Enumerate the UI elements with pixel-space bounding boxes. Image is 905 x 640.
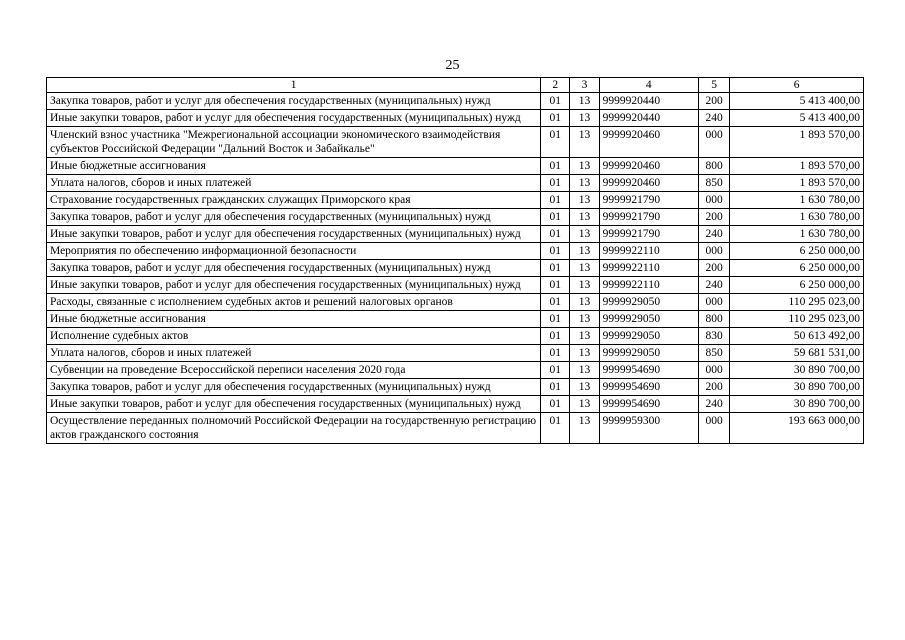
expense-type-cell: 830 [698, 328, 729, 345]
amount-cell: 30 890 700,00 [730, 362, 864, 379]
target-article-cell: 9999954690 [599, 362, 698, 379]
subsection-code-cell: 13 [570, 158, 599, 175]
expense-name-cell: Иные бюджетные ассигнования [47, 311, 541, 328]
table-row [47, 328, 864, 345]
expense-name-cell: Расходы, связанные с исполнением судебных актов и решений налоговых органов [47, 294, 541, 311]
target-article-cell: 9999929050 [599, 328, 698, 345]
target-article-cell: 9999920460 [599, 175, 698, 192]
table-row [47, 277, 864, 294]
expense-name-cell: Закупка товаров, работ и услуг для обеспечения государственных (муниципальных) нужд [47, 260, 541, 277]
expense-name-cell: Закупка товаров, работ и услуг для обеспечения государственных (муниципальных) нужд [47, 93, 541, 110]
column-header: 1 [47, 78, 541, 93]
amount-cell: 30 890 700,00 [730, 396, 864, 413]
expense-name-cell: Страхование государственных гражданских служащих Приморского края [47, 192, 541, 209]
amount-cell: 110 295 023,00 [730, 311, 864, 328]
section-code-cell: 01 [541, 260, 570, 277]
expense-name-cell: Иные закупки товаров, работ и услуг для обеспечения государственных (муниципальных) нужд [47, 277, 541, 294]
target-article-cell: 9999922110 [599, 277, 698, 294]
amount-cell: 1 630 780,00 [730, 209, 864, 226]
target-article-cell: 9999921790 [599, 192, 698, 209]
expense-type-cell: 000 [698, 362, 729, 379]
table-row [47, 192, 864, 209]
section-code-cell: 01 [541, 243, 570, 260]
expense-name-cell: Иные бюджетные ассигнования [47, 158, 541, 175]
expense-type-cell: 800 [698, 311, 729, 328]
section-code-cell: 01 [541, 127, 570, 158]
expense-name-cell: Членский взнос участника "Межрегиональной ассоциации экономического взаимодействия субъектов Российской Федерации "Дальний Восток и Забайкалье" [47, 127, 541, 158]
table-row [47, 311, 864, 328]
expense-type-cell: 000 [698, 413, 729, 444]
amount-cell: 1 630 780,00 [730, 226, 864, 243]
section-code-cell: 01 [541, 362, 570, 379]
subsection-code-cell: 13 [570, 243, 599, 260]
subsection-code-cell: 13 [570, 396, 599, 413]
table-body [47, 93, 864, 444]
subsection-code-cell: 13 [570, 93, 599, 110]
target-article-cell: 9999929050 [599, 294, 698, 311]
section-code-cell: 01 [541, 345, 570, 362]
subsection-code-cell: 13 [570, 127, 599, 158]
target-article-cell: 9999959300 [599, 413, 698, 444]
section-code-cell: 01 [541, 93, 570, 110]
target-article-cell: 9999922110 [599, 260, 698, 277]
amount-cell: 6 250 000,00 [730, 243, 864, 260]
table-row [47, 362, 864, 379]
expense-name-cell: Иные закупки товаров, работ и услуг для обеспечения государственных (муниципальных) нужд [47, 226, 541, 243]
table-row [47, 260, 864, 277]
budget-table [46, 77, 864, 444]
subsection-code-cell: 13 [570, 413, 599, 444]
column-header: 4 [599, 78, 698, 93]
subsection-code-cell: 13 [570, 192, 599, 209]
subsection-code-cell: 13 [570, 362, 599, 379]
expense-type-cell: 200 [698, 93, 729, 110]
subsection-code-cell: 13 [570, 345, 599, 362]
amount-cell: 1 893 570,00 [730, 175, 864, 192]
table-row [47, 396, 864, 413]
amount-cell: 6 250 000,00 [730, 277, 864, 294]
expense-name-cell: Закупка товаров, работ и услуг для обеспечения государственных (муниципальных) нужд [47, 379, 541, 396]
page-number: 25 [445, 58, 460, 73]
section-code-cell: 01 [541, 192, 570, 209]
section-code-cell: 01 [541, 277, 570, 294]
table-row [47, 110, 864, 127]
section-code-cell: 01 [541, 294, 570, 311]
expense-type-cell: 000 [698, 192, 729, 209]
subsection-code-cell: 13 [570, 226, 599, 243]
subsection-code-cell: 13 [570, 379, 599, 396]
expense-type-cell: 240 [698, 396, 729, 413]
expense-type-cell: 200 [698, 260, 729, 277]
column-header: 5 [698, 78, 729, 93]
expense-name-cell: Иные закупки товаров, работ и услуг для обеспечения государственных (муниципальных) нужд [47, 110, 541, 127]
table-row [47, 175, 864, 192]
amount-cell: 50 613 492,00 [730, 328, 864, 345]
table-header-row [47, 78, 864, 93]
section-code-cell: 01 [541, 175, 570, 192]
target-article-cell: 9999954690 [599, 379, 698, 396]
expense-type-cell: 240 [698, 277, 729, 294]
subsection-code-cell: 13 [570, 328, 599, 345]
amount-cell: 6 250 000,00 [730, 260, 864, 277]
expense-type-cell: 240 [698, 110, 729, 127]
expense-type-cell: 800 [698, 158, 729, 175]
table-row [47, 127, 864, 158]
expense-name-cell: Иные закупки товаров, работ и услуг для обеспечения государственных (муниципальных) нужд [47, 396, 541, 413]
expense-type-cell: 000 [698, 294, 729, 311]
target-article-cell: 9999921790 [599, 226, 698, 243]
column-header: 2 [541, 78, 570, 93]
section-code-cell: 01 [541, 396, 570, 413]
expense-name-cell: Осуществление переданных полномочий Российской Федерации на государственную регистрацию актов гражданского состояния [47, 413, 541, 444]
subsection-code-cell: 13 [570, 175, 599, 192]
target-article-cell: 9999920460 [599, 158, 698, 175]
target-article-cell: 9999921790 [599, 209, 698, 226]
amount-cell: 5 413 400,00 [730, 93, 864, 110]
target-article-cell: 9999929050 [599, 311, 698, 328]
section-code-cell: 01 [541, 226, 570, 243]
subsection-code-cell: 13 [570, 311, 599, 328]
expense-name-cell: Мероприятия по обеспечению информационной безопасности [47, 243, 541, 260]
expense-type-cell: 000 [698, 243, 729, 260]
table-row [47, 345, 864, 362]
expense-type-cell: 850 [698, 175, 729, 192]
column-header: 3 [570, 78, 599, 93]
amount-cell: 1 893 570,00 [730, 127, 864, 158]
amount-cell: 110 295 023,00 [730, 294, 864, 311]
expense-name-cell: Уплата налогов, сборов и иных платежей [47, 345, 541, 362]
section-code-cell: 01 [541, 158, 570, 175]
subsection-code-cell: 13 [570, 260, 599, 277]
subsection-code-cell: 13 [570, 277, 599, 294]
expense-type-cell: 200 [698, 379, 729, 396]
table-row [47, 243, 864, 260]
section-code-cell: 01 [541, 110, 570, 127]
expense-type-cell: 000 [698, 127, 729, 158]
table-row [47, 413, 864, 444]
expense-name-cell: Закупка товаров, работ и услуг для обеспечения государственных (муниципальных) нужд [47, 209, 541, 226]
table-row [47, 379, 864, 396]
expense-type-cell: 240 [698, 226, 729, 243]
expense-type-cell: 200 [698, 209, 729, 226]
amount-cell: 1 630 780,00 [730, 192, 864, 209]
column-header: 6 [730, 78, 864, 93]
expense-name-cell: Уплата налогов, сборов и иных платежей [47, 175, 541, 192]
table-row [47, 209, 864, 226]
target-article-cell: 9999922110 [599, 243, 698, 260]
table-row [47, 294, 864, 311]
amount-cell: 1 893 570,00 [730, 158, 864, 175]
amount-cell: 59 681 531,00 [730, 345, 864, 362]
amount-cell: 30 890 700,00 [730, 379, 864, 396]
amount-cell: 5 413 400,00 [730, 110, 864, 127]
subsection-code-cell: 13 [570, 209, 599, 226]
subsection-code-cell: 13 [570, 294, 599, 311]
subsection-code-cell: 13 [570, 110, 599, 127]
target-article-cell: 9999954690 [599, 396, 698, 413]
amount-cell: 193 663 000,00 [730, 413, 864, 444]
section-code-cell: 01 [541, 379, 570, 396]
section-code-cell: 01 [541, 328, 570, 345]
expense-name-cell: Субвенции на проведение Всероссийской переписи населения 2020 года [47, 362, 541, 379]
target-article-cell: 9999929050 [599, 345, 698, 362]
section-code-cell: 01 [541, 413, 570, 444]
target-article-cell: 9999920460 [599, 127, 698, 158]
table-row [47, 226, 864, 243]
target-article-cell: 9999920440 [599, 110, 698, 127]
section-code-cell: 01 [541, 209, 570, 226]
expense-name-cell: Исполнение судебных актов [47, 328, 541, 345]
expense-type-cell: 850 [698, 345, 729, 362]
table-row [47, 158, 864, 175]
table-row [47, 93, 864, 110]
section-code-cell: 01 [541, 311, 570, 328]
target-article-cell: 9999920440 [599, 93, 698, 110]
